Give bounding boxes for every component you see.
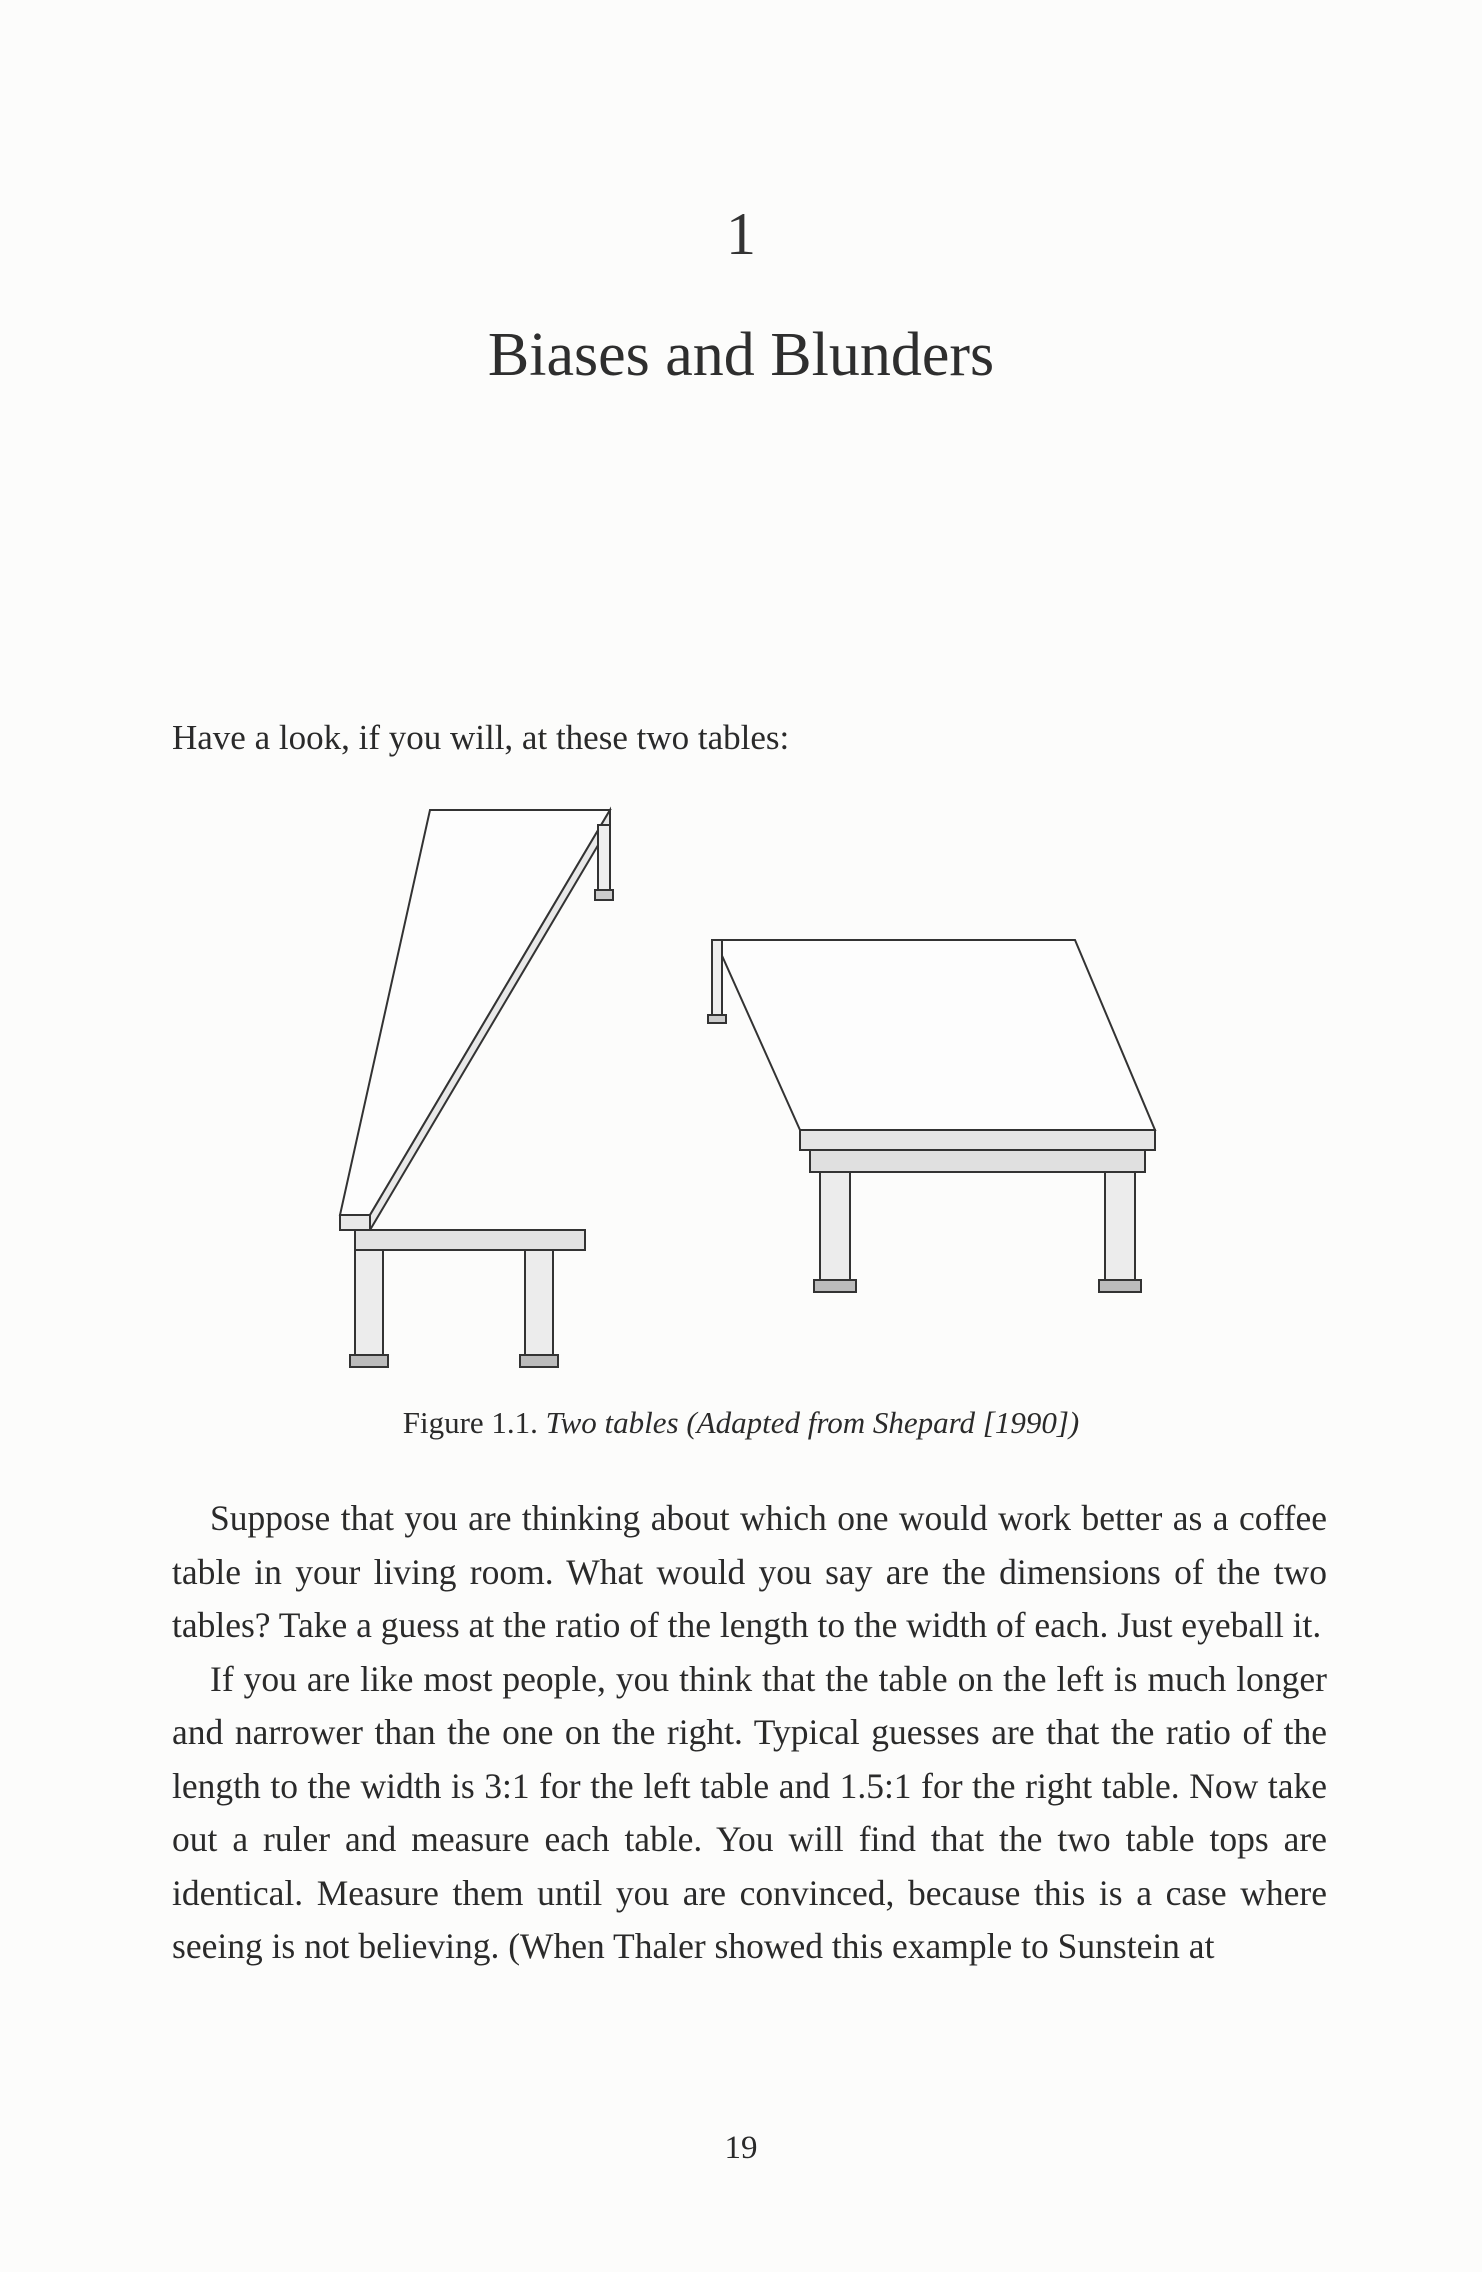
paragraph: If you are like most people, you think that the table on the left is much longer and narrower than the one on the right. Typical guesses are that the ratio of the length to the width is 3:1 for the left table and 1.5:1 for the right table. Now take out a ruler and measure each table. You will find that the two table tops are identical. Measure them until you are convinced, because this is a case where seeing is not believing. (When Thaler showed this example to Sunstein at <box>172 1658 1327 1966</box>
paragraph: Suppose that you are thinking about which one would work better as a coffee table in your living room. What would you say are the dimensions of the two tables? Take a guess at the ratio of the length to the width of each. Just eyeball it. <box>172 1498 1327 1645</box>
intro-sentence: Have a look, if you will, at these two tables: <box>172 718 790 757</box>
chapter-title: Biases and Blunders <box>487 321 995 389</box>
figure-label: Figure 1.1. <box>402 1405 538 1440</box>
figure-caption-text: Two tables (Adapted from Shepard [1990]) <box>545 1405 1080 1440</box>
figure-caption <box>0 1405 1482 1441</box>
page-number: 19 <box>724 2130 758 2166</box>
chapter-number: 1 <box>726 201 756 267</box>
right-table <box>708 940 1155 1292</box>
two-tables-illustration <box>320 800 1180 1390</box>
left-table <box>340 810 613 1367</box>
body-text <box>172 1492 1327 1974</box>
